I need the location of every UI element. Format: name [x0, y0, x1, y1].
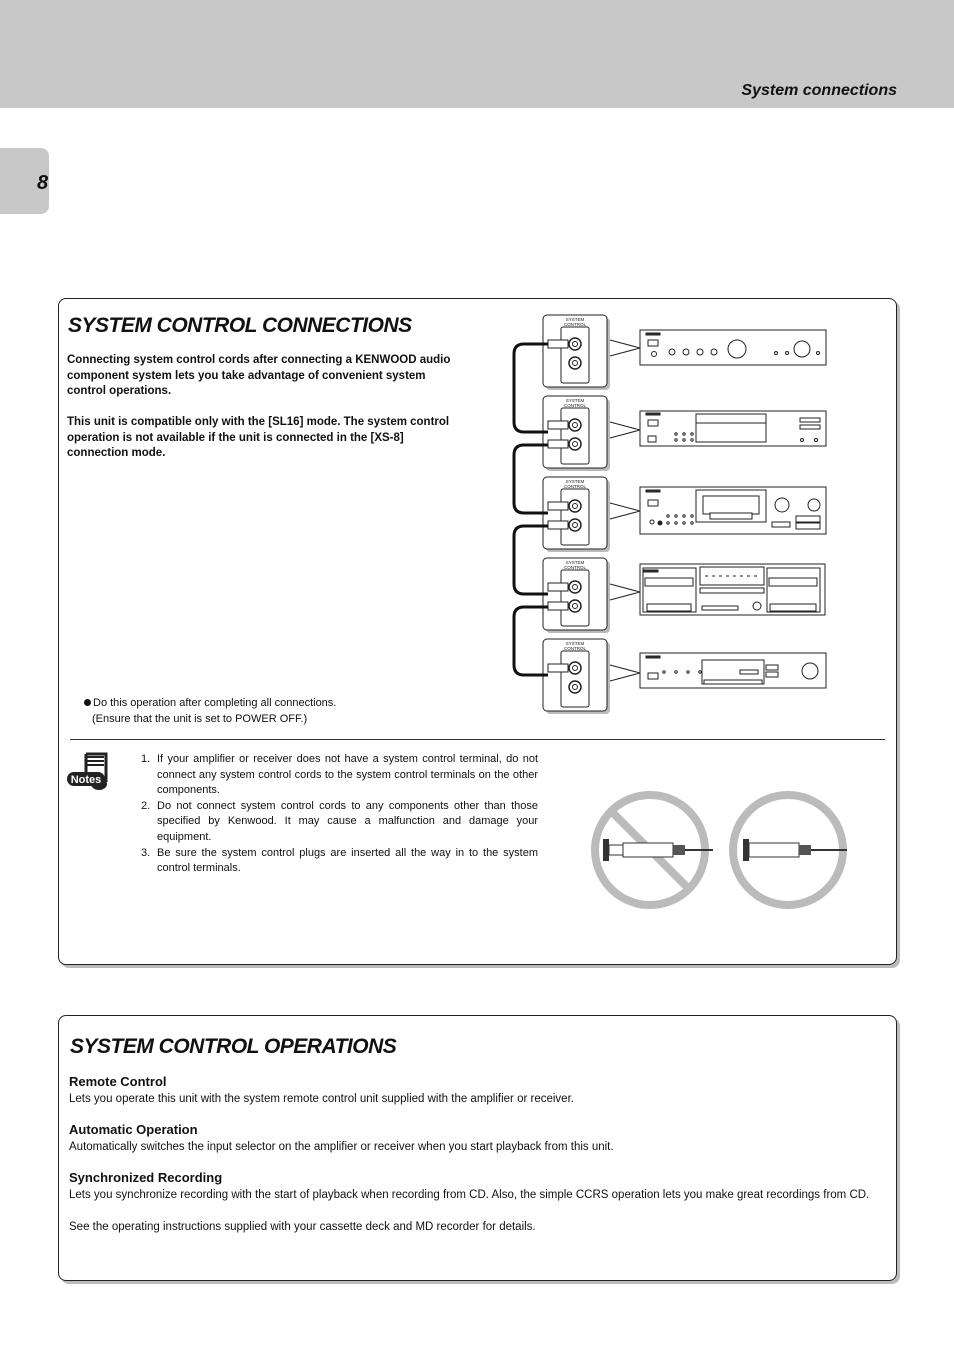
- notes-icon: [66, 752, 108, 792]
- power-off-line2: (Ensure that the unit is set to POWER OFF.): [92, 712, 308, 725]
- divider: [70, 739, 885, 740]
- note-item: [138, 846, 538, 877]
- plug-illustration: [585, 787, 855, 913]
- page-number: 8: [37, 172, 49, 194]
- power-off-note: [84, 696, 336, 727]
- terminal-label: SYSTEM: [565, 641, 585, 646]
- note-item: [138, 752, 538, 799]
- plug-icon: [548, 502, 568, 510]
- note-number: 1.: [141, 753, 151, 765]
- section-title: System connections: [741, 82, 897, 99]
- remote-heading: Remote Control: [69, 1074, 167, 1089]
- plug-icon: [548, 602, 568, 610]
- notes-icon-label: Notes: [70, 774, 102, 786]
- terminal-label: SYSTEM: [565, 398, 585, 403]
- sync-heading: Synchronized Recording: [69, 1170, 223, 1185]
- correct-plug-icon: [733, 795, 847, 905]
- plug-icon: [548, 340, 568, 348]
- auto-text: Automatically switches the input selector on the amplifier or receiver when you start playback from this unit.: [69, 1141, 614, 1153]
- terminal-label: SYSTEM: [565, 560, 585, 565]
- note-text: Do not connect system control cords to any components other than those specified by Kenwood. It may cause a malfunction and damage your equipment.: [157, 799, 538, 843]
- note-number: 2.: [141, 799, 151, 812]
- operations-title: SYSTEM CONTROL OPERATIONS: [70, 1035, 397, 1058]
- connections-title: SYSTEM CONTROL CONNECTIONS: [68, 314, 412, 337]
- notes-list: [138, 752, 538, 877]
- plug-icon: [548, 521, 568, 529]
- note-number: 3.: [141, 846, 151, 859]
- plug-icon: [548, 440, 568, 448]
- terminal-plate: [543, 396, 610, 471]
- terminal-plate: [543, 315, 610, 390]
- terminal-label: CONTROL: [563, 646, 587, 651]
- power-off-line1: Do this operation after completing all connections.: [93, 697, 337, 709]
- incorrect-plug-icon: [595, 795, 713, 905]
- auto-heading: Automatic Operation: [69, 1122, 198, 1137]
- terminal-plate: [543, 558, 610, 633]
- terminal-label: CONTROL: [563, 565, 587, 570]
- plug-icon: [548, 583, 568, 591]
- note-text: If your amplifier or receiver does not have a system control terminal, do not connect any system control cords to the system control terminals on the other components.: [157, 753, 538, 797]
- remote-text: Lets you operate this unit with the system remote control unit supplied with the amplifier or receiver.: [69, 1093, 574, 1105]
- bullet-dot: [84, 699, 91, 706]
- plug-icon: [548, 664, 568, 672]
- plug-icon: [548, 421, 568, 429]
- connection-diagram: [500, 310, 840, 720]
- terminal-label: SYSTEM: [565, 479, 585, 484]
- sync-text: Lets you synchronize recording with the start of playback when recording from CD. Also, the simple CCRS operation lets you make great recordings from CD.: [69, 1189, 870, 1201]
- terminal-label: CONTROL: [563, 322, 587, 327]
- compatibility-note: This unit is compatible only with the [SL16] mode. The system control operation is not available if the unit is connected in the [XS-8] connection mode.: [67, 416, 450, 460]
- terminal-label: CONTROL: [563, 403, 587, 408]
- terminal-label: CONTROL: [563, 484, 587, 489]
- terminal-plate: [543, 639, 610, 714]
- note-item: [138, 799, 538, 846]
- connections-intro: Connecting system control cords after connecting a KENWOOD audio component system lets you take advantage of convenient system control operations.: [67, 354, 451, 398]
- sync-reference: See the operating instructions supplied with your cassette deck and MD recorder for details.: [69, 1221, 536, 1233]
- terminal-label: SYSTEM: [565, 317, 585, 322]
- note-text: Be sure the system control plugs are inserted all the way in to the system control terminals.: [157, 846, 538, 875]
- terminal-plate: [543, 477, 610, 552]
